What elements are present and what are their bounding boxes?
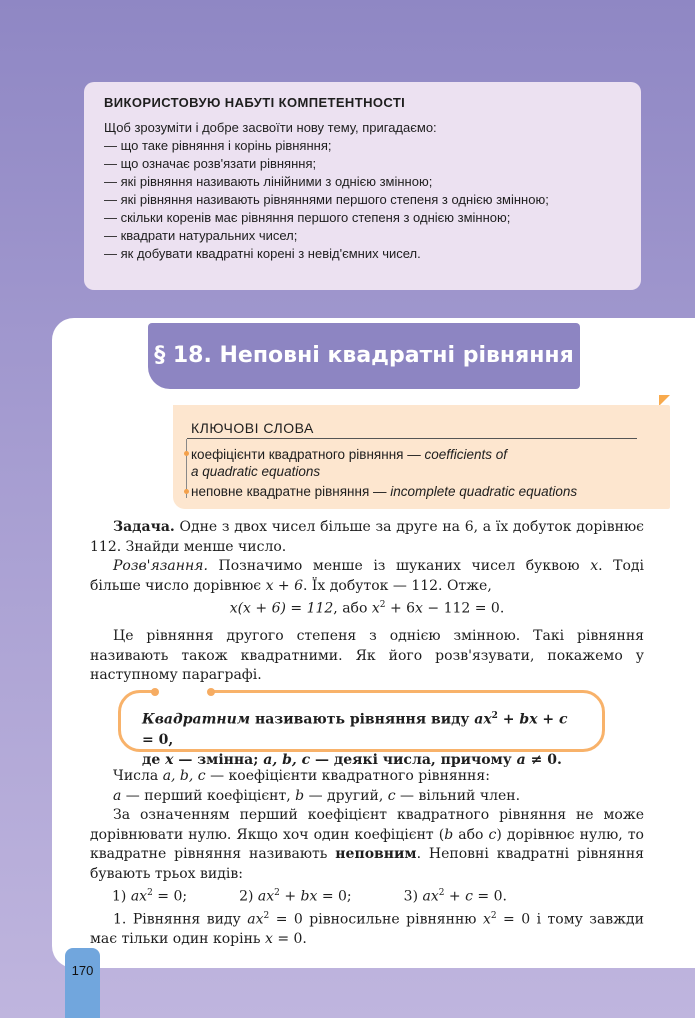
superscript: 2	[274, 888, 280, 898]
text: Числа	[113, 768, 163, 784]
var: c	[465, 888, 473, 905]
expression: x + 6	[265, 577, 303, 594]
superscript: 2	[379, 600, 386, 610]
text: або	[453, 826, 489, 843]
equation: x(x + 6) = 112	[229, 600, 334, 617]
var: ax	[422, 888, 439, 905]
text: За означенням перший коефіцієнт квадратного рівняння не може дорівнювати нулю. Якщо хоч один коефіцієнт (	[90, 807, 644, 843]
definition-text: — змінна;	[173, 751, 264, 768]
text: = 0.	[272, 931, 307, 948]
superscript: 2	[490, 911, 497, 922]
equation: x	[371, 600, 380, 617]
keyword-en: a quadratic equations	[191, 464, 321, 479]
var: bx	[300, 888, 318, 905]
coefficients-block	[90, 767, 644, 950]
solution-text: . Тоді більше число дорівнює	[90, 558, 645, 594]
definition-text: називають рівняння виду	[250, 711, 475, 728]
var: b	[444, 826, 454, 843]
type-3	[404, 884, 507, 907]
coefficients-line-2	[90, 787, 644, 807]
text: — коефіцієнти квадратного рівняння:	[205, 768, 490, 784]
solution-text: . Їх добуток — 112. Отже,	[303, 577, 492, 594]
equation-types	[90, 884, 644, 907]
var: ax	[247, 911, 264, 928]
keyword-en: coefficients of	[424, 447, 508, 462]
text: = 0;	[152, 888, 188, 905]
text: +	[444, 888, 466, 905]
keywords-divider	[187, 438, 637, 439]
recall-competencies-box	[84, 82, 641, 290]
definition-term: Квадратним	[142, 711, 251, 728]
var: c	[488, 826, 497, 843]
var: b	[295, 787, 305, 804]
var: ax	[257, 888, 275, 905]
definition-text: — деякі числа, причому	[310, 751, 517, 768]
keyword-en: incomplete quadratic equations	[390, 484, 578, 499]
var: a, b, c	[263, 751, 311, 768]
text: ) дорівнює нулю, то квадратне рівняння називають	[90, 826, 644, 862]
var: ax	[130, 888, 148, 905]
bullet-dot-icon	[184, 489, 189, 494]
text: — другий,	[304, 787, 388, 804]
paragraph-3	[90, 907, 644, 950]
var: a	[113, 787, 122, 804]
keyword-item-incomplete	[191, 483, 577, 500]
var: x	[590, 558, 599, 574]
paragraph-2	[90, 806, 644, 884]
equation-line	[90, 596, 644, 619]
solution-label: Розв'язання.	[113, 558, 208, 574]
equation: − 112 = 0.	[422, 600, 505, 617]
decor-dot-icon	[207, 688, 215, 696]
var: x	[165, 751, 174, 768]
superscript: 2	[147, 888, 153, 898]
definition-box	[118, 690, 605, 768]
definition-text: +	[537, 711, 560, 728]
definition-text: = 0,	[142, 731, 174, 748]
keyword-ua: неповне квадратне рівняння —	[191, 484, 391, 499]
text: 2)	[239, 888, 258, 905]
recall-item: — які рівняння називають лінійними з однією змінною;	[104, 174, 433, 189]
superscript: 2	[491, 711, 498, 721]
var: a	[516, 751, 526, 768]
var: c	[559, 711, 568, 728]
page-number-tab	[65, 948, 100, 1018]
bullet-dot-icon	[184, 451, 189, 456]
recall-item: — які рівняння називають рівняннями першого степеня з однією змінною;	[104, 192, 549, 207]
section-heading: § 18. Неповні квадратні рівняння	[148, 323, 580, 389]
text: 1. Рівняння виду	[113, 911, 248, 928]
text: = 0 рівносильне рівнянню	[269, 911, 483, 928]
problem-block	[90, 518, 644, 686]
definition-line-1	[142, 706, 584, 750]
equation: + 6	[385, 600, 416, 617]
bold-term: неповним	[335, 846, 417, 862]
type-2	[239, 884, 352, 907]
definition-notch	[158, 684, 210, 694]
page-number: 170	[71, 963, 94, 978]
superscript: 2	[438, 888, 445, 898]
recall-intro: Щоб зрозуміти і добре засвоїти нову тему, пригадаємо:	[104, 120, 437, 135]
problem-label: Задача.	[113, 519, 175, 535]
definition-text: +	[497, 711, 520, 728]
keyword-item-coefficients	[191, 446, 507, 480]
solution-text: Позначимо менше із шуканих чисел буквою	[207, 558, 591, 574]
text: +	[279, 888, 301, 905]
recall-item: — квадрати натуральних чисел;	[104, 228, 298, 243]
type-1	[112, 884, 187, 907]
var: bx	[519, 711, 538, 728]
text: = 0;	[317, 888, 352, 905]
recall-item: — як добувати квадратні корені з невід'ємних чисел.	[104, 246, 421, 261]
paragraph-1: Це рівняння другого степеня з однією змінною. Такі рівняння називають також квадратними. Як його розв'язувати, покажемо у наступному параграфі.	[90, 628, 644, 684]
var: x	[264, 931, 273, 948]
problem-paragraph	[90, 518, 644, 557]
var: c	[387, 787, 396, 804]
text: . Неповні квадратні рівняння бувають трьох видів:	[90, 846, 645, 882]
coefficients-line-1	[90, 767, 644, 787]
equation-join: , або	[333, 600, 372, 617]
solution-paragraph	[90, 557, 644, 596]
recall-item: — що означає розв'язати рівняння;	[104, 156, 317, 171]
text: — перший коефіцієнт,	[121, 787, 296, 804]
text: 1)	[112, 888, 131, 905]
keywords-title: КЛЮЧОВІ СЛОВА	[191, 420, 314, 436]
definition-text: ≠ 0.	[525, 751, 562, 768]
text: — вільний член.	[395, 787, 521, 804]
problem-text: Одне з двох чисел більше за друге на 6, а їх добуток дорівнює 112. Знайди менше число.	[90, 519, 644, 555]
keyword-ua: коефіцієнти квадратного рівняння —	[191, 447, 425, 462]
text: 3)	[403, 888, 423, 905]
recall-item: — що таке рівняння і корінь рівняння;	[104, 138, 332, 153]
decor-dot-icon	[151, 688, 159, 696]
superscript: 2	[263, 911, 270, 922]
equation: x	[415, 600, 423, 617]
var: ax	[474, 711, 492, 728]
keywords-box	[173, 405, 670, 509]
recall-title: ВИКОРИСТОВУЮ НАБУТІ КОМПЕТЕНТНОСТІ	[104, 95, 406, 110]
definition-text: де	[142, 751, 166, 768]
text: = 0 і тому завжди має тільки один корінь	[90, 911, 645, 948]
text: = 0.	[472, 888, 507, 905]
var: x	[482, 911, 491, 928]
var: a, b, c	[162, 768, 206, 784]
recall-item: — скільки коренів має рівняння першого степеня з однією змінною;	[104, 210, 511, 225]
